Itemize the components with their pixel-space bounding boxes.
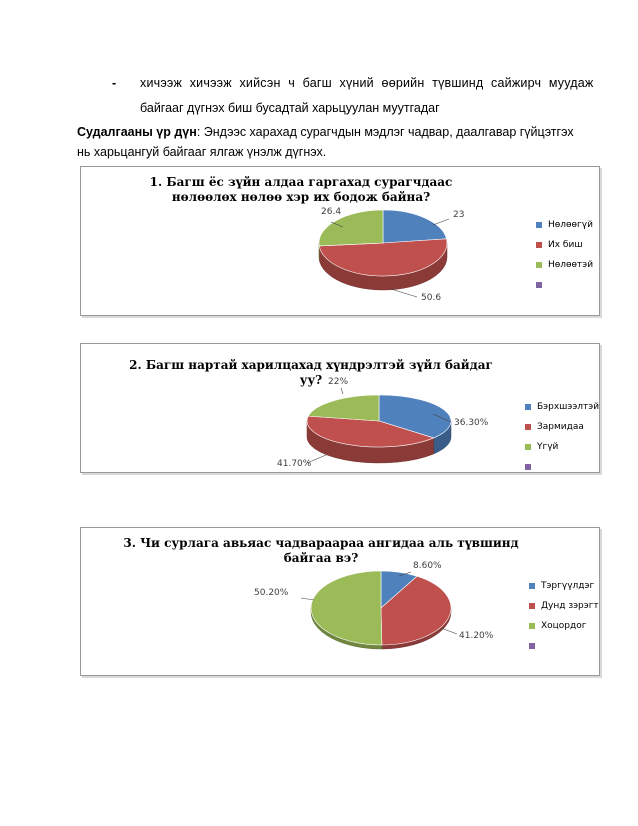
result-text: : Эндээс харахад сурагчдын мэдлэг чадвар, даалгавар гүйцэтгэх нь харьцангуй байгааг ялгаж үнэлж дүгнэх. [77,125,574,159]
chart-3-legend-swatch-3 [529,623,535,629]
chart-3-data-label-1: 8.60% [413,561,442,571]
chart-1-legend-swatch-2 [536,242,542,248]
chart-2-data-label-2: 41.70% [277,459,312,469]
chart-2-data-label-1: 36.30% [454,418,489,428]
chart-3-legend [529,576,599,656]
chart-3-legend-swatch-4 [529,643,535,649]
bullet-text-line1: хичээж хичээж хийсэн ч багш хүний өөрийн түвшинд сайжирч муудаж [140,76,594,90]
chart-2-legend-label-2: Зармидаа [537,422,584,432]
chart-1-data-label-1: 23 [453,210,465,220]
chart-1-box [80,166,600,316]
chart-2-legend-label-3: Үгүй [537,442,559,452]
chart-3-legend-swatch-1 [529,583,535,589]
chart-3-leader-2 [441,628,457,634]
chart-2-legend-swatch-4 [525,464,531,470]
chart-2-slice-3 [308,395,379,421]
chart-3-box [80,527,600,676]
chart-3-legend-item-1 [529,576,599,596]
chart-3-pie [81,528,599,675]
chart-2-data-label-3: 22% [328,377,349,387]
chart-2-title: 2. Багш нартай харилцахад хүндрэлтэй зүйл байдаг уу? [129,358,493,387]
chart-1-legend-swatch-4 [536,282,542,288]
chart-3-legend-label-1: Тэргүүлдэг [541,581,595,591]
chart-2-leader-3 [341,388,343,394]
bullet-text-line2: байгааг дүгнэх биш бусадтай харьцуулан муутгадаг [140,101,440,115]
chart-1-leader-2 [391,289,417,297]
chart-1-data-label-3: 26.4 [321,207,342,217]
result-paragraph [77,122,577,162]
chart-3-slice-3 [311,571,382,645]
chart-2-legend-swatch-1 [525,404,531,410]
chart-2-pie [81,344,599,472]
chart-2-legend-item-3 [525,437,599,457]
chart-3-leader-3 [301,598,314,600]
chart-1-data-label-2: 50.6 [421,293,442,303]
chart-2-legend-label-1: Бэрхшээлтэй [537,402,600,412]
chart-3-title: 3. Чи сурлага авьяас чадвараараа ангидаа аль түвшинд байгаа вэ? [123,536,519,565]
chart-1-legend-label-1: Нөлөөгүй [548,220,593,230]
chart-2-legend-swatch-2 [525,424,531,430]
chart-1-pie [81,167,599,315]
chart-3-legend-swatch-2 [529,603,535,609]
chart-1-legend-item-4 [536,275,593,295]
chart-1-legend-item-3 [536,255,593,275]
result-label: Судалгааны үр дүн [77,125,197,139]
chart-1-title: 1. Багш ёс зүйн алдаа гаргахад сурагчдаас нөлөөлөх нөлөө хэр их бодож байна? [149,175,453,204]
chart-2-legend [525,397,599,477]
chart-1-slice-1 [383,210,446,243]
chart-2-legend-swatch-3 [525,444,531,450]
chart-1-legend-swatch-3 [536,262,542,268]
chart-1-legend-item-2 [536,235,593,255]
chart-1-legend-swatch-1 [536,222,542,228]
chart-1-legend-item-1 [536,215,593,235]
chart-2-legend-item-1 [525,397,599,417]
chart-3-data-label-3: 50.20% [254,588,289,598]
chart-3-legend-item-2 [529,596,599,616]
chart-3-legend-label-3: Хоцордог [541,621,587,631]
chart-2-legend-item-2 [525,417,599,437]
chart-1-leader-1 [433,219,449,225]
chart-2-box [80,343,600,473]
chart-3-legend-item-3 [529,616,599,636]
chart-1-legend [536,215,593,295]
chart-3-legend-label-2: Дунд зэрэгт [541,601,599,611]
bullet-dash: - [112,76,117,90]
chart-3-data-label-2: 41.20% [459,631,494,641]
chart-3-legend-item-4 [529,636,599,656]
chart-2-legend-item-4 [525,457,599,477]
chart-1-legend-label-3: Нөлөөтэй [548,260,594,270]
chart-1-legend-label-2: Их биш [548,240,583,250]
